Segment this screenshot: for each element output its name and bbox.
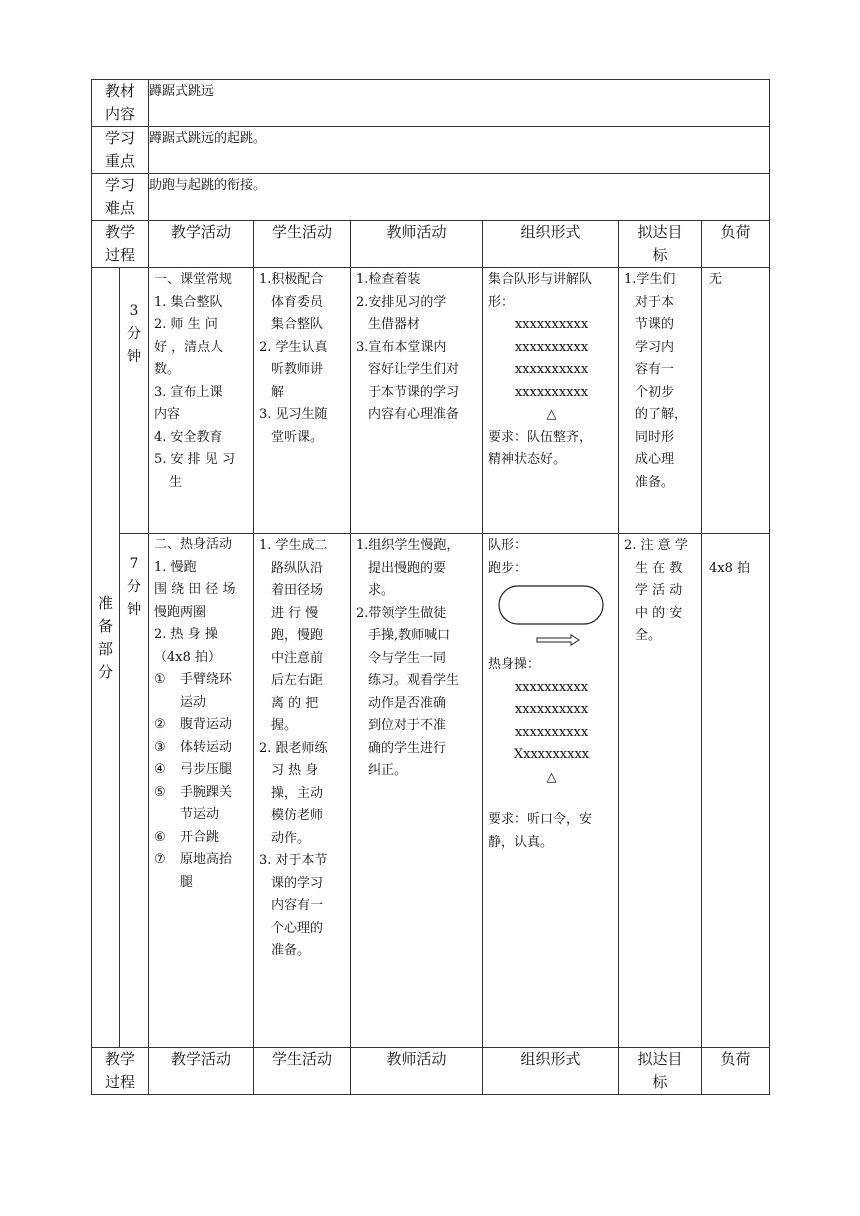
exercise-item xyxy=(154,782,250,827)
content-label: 教材 内容 xyxy=(92,80,149,127)
prep2-load: 4x8 拍 xyxy=(702,534,770,1048)
prep1-student xyxy=(254,268,351,534)
teacher-position-mark-2: △ xyxy=(546,769,557,785)
teaching-line: 二、热身活动 xyxy=(154,537,233,552)
prep1-org xyxy=(483,268,619,534)
goal-line: 1.学生们 xyxy=(624,272,676,287)
exercise-item xyxy=(154,669,250,714)
student-line: 听教师讲 xyxy=(271,362,324,377)
exercise-text: 腹背运动 xyxy=(180,717,233,732)
header-teaching: 教学活动 xyxy=(149,221,254,268)
student-line: 个心理的 xyxy=(271,920,324,936)
teacher-position-mark: △ xyxy=(546,407,557,422)
exercise-text: 腿 xyxy=(180,874,194,890)
student-line: 体育委员 xyxy=(271,294,324,310)
teacher-line: 纠正。 xyxy=(368,763,408,778)
header-load-2: 负荷 xyxy=(702,1048,770,1095)
exercise-number: ⑦ xyxy=(154,852,166,867)
exercise-item xyxy=(154,714,250,737)
goal-line: 全。 xyxy=(635,628,662,643)
teaching-line: 好 ，清点人 xyxy=(154,339,224,355)
exercise-text: 手腕踝关 xyxy=(180,784,233,800)
header-teaching-2: 教学活动 xyxy=(149,1048,254,1095)
student-line: 2. 跟老师练 xyxy=(259,740,328,756)
running-track-diagram xyxy=(497,584,607,650)
exercise-number: ④ xyxy=(154,762,166,777)
teacher-line: 手操,教师喊口 xyxy=(368,628,451,643)
student-line: 习 热 身 xyxy=(271,763,319,778)
student-line: 握。 xyxy=(271,718,298,733)
student-line: 集合整队 xyxy=(271,317,324,332)
formation-label: 队形： xyxy=(488,538,528,553)
goal-line: 成心理 xyxy=(635,452,675,467)
teaching-line: 数。 xyxy=(154,362,181,377)
goal-line: 生 在 教 xyxy=(635,560,683,576)
requirement-line: 要求：队伍整齐， xyxy=(488,429,593,445)
teacher-line: 内容有心理准备 xyxy=(368,407,460,422)
assembly-formation xyxy=(488,314,615,404)
formation-row: Xxxxxxxxxx xyxy=(513,747,590,762)
teacher-line: 1.组织学生慢跑， xyxy=(356,538,460,553)
prep2-teacher xyxy=(351,534,483,1048)
warmup-formation xyxy=(488,677,615,767)
header-load: 负荷 xyxy=(702,221,770,268)
difficulty-value: 助跑与起跳的衔接。 xyxy=(149,174,770,221)
teacher-line: 到位对于不准 xyxy=(368,718,447,733)
teaching-line: 内容 xyxy=(154,407,181,422)
header-teacher-2: 教师活动 xyxy=(351,1048,483,1095)
content-value: 蹲踞式跳远 xyxy=(149,80,770,127)
formation-row: xxxxxxxxxx xyxy=(514,339,589,355)
info-row-difficulty xyxy=(92,174,770,221)
requirement-line: 要求：听口令，安 xyxy=(488,812,593,827)
prep-row-2 xyxy=(92,534,770,1048)
prep1-teacher xyxy=(351,268,483,534)
exercise-text: 运动 xyxy=(180,694,207,710)
header-student: 学生活动 xyxy=(254,221,351,268)
exercise-item xyxy=(154,759,250,782)
lesson-plan-table xyxy=(91,79,770,1095)
goal-line: 容有一 xyxy=(635,362,675,377)
warmup-label: 热身操： xyxy=(488,657,541,672)
teaching-line: （4x8 拍） xyxy=(154,649,222,665)
formation-row: xxxxxxxxxx xyxy=(514,362,589,377)
exercise-text: 原地高抬 xyxy=(180,852,233,867)
student-line: 2. 学生认真 xyxy=(259,339,328,355)
teaching-line: 1. 慢跑 xyxy=(154,559,197,575)
teacher-line: 动作是否准确 xyxy=(368,695,447,711)
teacher-line: 3.宣布本堂课内 xyxy=(356,339,447,355)
teacher-line: 确的学生进行 xyxy=(368,740,447,756)
goal-line: 对于本 xyxy=(635,294,675,310)
teaching-line: 一、课堂常规 xyxy=(154,272,233,287)
student-line: 1.积极配合 xyxy=(259,272,324,287)
prep1-duration: 3 分 钟 xyxy=(120,268,149,534)
teacher-line: 1.检查着装 xyxy=(356,272,421,287)
goal-line: 学习内 xyxy=(635,339,675,355)
teacher-line: 练习。观看学生 xyxy=(368,673,460,688)
exercise-text: 弓步压腿 xyxy=(180,762,233,777)
student-line: 课的学习 xyxy=(271,875,324,891)
goal-line: 节课的 xyxy=(635,317,675,332)
info-row-focus xyxy=(92,127,770,174)
header-goal-2: 拟达目 标 xyxy=(619,1048,702,1095)
student-line: 模仿老师 xyxy=(271,808,324,823)
teaching-line: 4. 安全教育 xyxy=(154,429,223,445)
formation-row: xxxxxxxxxx xyxy=(514,702,589,717)
goal-line: 个初步 xyxy=(635,384,675,400)
exercise-text: 开合跳 xyxy=(180,829,220,845)
exercise-number: ② xyxy=(154,717,166,732)
header-teacher: 教师活动 xyxy=(351,221,483,268)
prep2-duration: 7 分 钟 xyxy=(120,534,149,1048)
teaching-line: 2. 师 生 问 xyxy=(154,317,218,332)
goal-line: 的了解， xyxy=(635,407,688,422)
teaching-line: 生 xyxy=(169,474,183,490)
header-row-repeat xyxy=(92,1048,770,1095)
direction-arrow-icon xyxy=(537,635,579,645)
exercise-item xyxy=(154,737,250,760)
goal-line: 2. 注 意 学 xyxy=(624,538,688,553)
student-line: 后左右距 xyxy=(271,673,324,688)
exercise-number: ① xyxy=(154,672,166,687)
prep-row-1 xyxy=(92,268,770,534)
run-label: 跑步： xyxy=(488,560,528,576)
header-process: 教学 过程 xyxy=(92,221,149,268)
teaching-line: 3. 宣布上课 xyxy=(154,384,223,400)
student-line: 堂听课。 xyxy=(271,429,324,445)
header-student-2: 学生活动 xyxy=(254,1048,351,1095)
requirement-line: 静，认真。 xyxy=(488,834,554,850)
focus-value: 蹲踞式跳远的起跳。 xyxy=(149,127,770,174)
student-line: 动作。 xyxy=(271,830,311,846)
student-line: 准备。 xyxy=(271,943,311,958)
goal-line: 同时形 xyxy=(635,429,675,445)
header-process-2: 教学 过程 xyxy=(92,1048,149,1095)
teaching-line: 围 绕 田 径 场 xyxy=(154,582,236,597)
formation-row: xxxxxxxxxx xyxy=(514,724,589,740)
teacher-line: 令与学生一同 xyxy=(368,650,447,666)
exercise-text: 节运动 xyxy=(180,807,220,822)
prep2-org xyxy=(483,534,619,1048)
difficulty-label: 学习 难点 xyxy=(92,174,149,221)
student-line: 解 xyxy=(271,384,285,400)
prep2-student xyxy=(254,534,351,1048)
org-line: 形： xyxy=(488,294,515,310)
exercise-item xyxy=(154,827,250,850)
org-line: 集合队形与讲解队 xyxy=(488,272,593,287)
formation-row: xxxxxxxxxx xyxy=(514,384,589,400)
teacher-line: 容好让学生们对 xyxy=(368,362,460,377)
header-org-2: 组织形式 xyxy=(483,1048,619,1095)
teacher-line: 生借器材 xyxy=(368,317,421,332)
teacher-line: 于本节课的学习 xyxy=(368,384,460,400)
info-row-content xyxy=(92,80,770,127)
student-line: 离 的 把 xyxy=(271,695,319,711)
teaching-line: 2. 热 身 操 xyxy=(154,627,218,642)
prep1-load: 无 xyxy=(702,268,770,534)
student-line: 1. 学生成二 xyxy=(259,538,328,553)
teaching-line: 1. 集合整队 xyxy=(154,294,223,310)
prep-section-label: 准 备 部 分 xyxy=(92,268,120,1048)
exercise-number: ⑤ xyxy=(154,784,166,800)
exercise-number: ⑥ xyxy=(154,829,166,845)
goal-line: 中 的 安 xyxy=(635,605,683,621)
formation-row: xxxxxxxxxx xyxy=(514,317,589,332)
teacher-line: 求。 xyxy=(368,583,395,598)
requirement-line: 精神状态好。 xyxy=(488,452,567,467)
focus-label: 学习 重点 xyxy=(92,127,149,174)
exercise-number: ③ xyxy=(154,739,166,755)
prep2-teaching xyxy=(149,534,254,1048)
teacher-line: 2.带领学生做徒 xyxy=(356,605,447,621)
header-org: 组织形式 xyxy=(483,221,619,268)
teacher-line: 2.安排见习的学 xyxy=(356,294,447,310)
header-goal: 拟达目 标 xyxy=(619,221,702,268)
student-line: 进 行 慢 xyxy=(271,605,319,621)
student-line: 3. 对于本节 xyxy=(259,853,328,868)
formation-row: xxxxxxxxxx xyxy=(514,679,589,695)
student-line: 操，主动 xyxy=(271,785,324,801)
goal-line: 学 活 动 xyxy=(635,583,683,598)
prep1-teaching xyxy=(149,268,254,534)
exercise-text: 体转运动 xyxy=(180,739,233,755)
student-line: 着田径场 xyxy=(271,583,324,598)
student-line: 路纵队沿 xyxy=(271,560,324,576)
student-line: 内容有一 xyxy=(271,898,324,913)
exercise-item xyxy=(154,849,250,894)
header-row xyxy=(92,221,770,268)
teaching-line: 慢跑两圈 xyxy=(154,604,207,620)
prep1-goal xyxy=(619,268,702,534)
student-line: 3. 见习生随 xyxy=(259,407,328,422)
student-line: 跑，慢跑 xyxy=(271,628,324,643)
teaching-line: 5. 安 排 见 习 xyxy=(154,452,235,467)
exercise-text: 手臂绕环 xyxy=(180,672,233,687)
goal-line: 准备。 xyxy=(635,474,675,490)
teacher-line: 提出慢跑的要 xyxy=(368,560,447,576)
prep2-goal xyxy=(619,534,702,1048)
student-line: 中注意前 xyxy=(271,650,324,666)
